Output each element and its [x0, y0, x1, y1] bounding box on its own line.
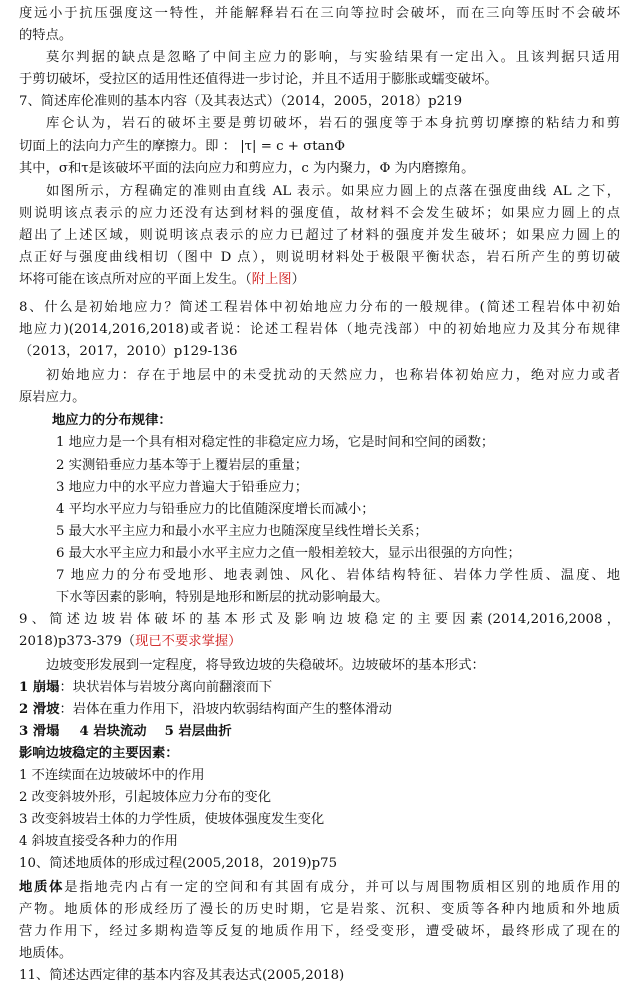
list-item: 2 滑坡：岩体在重力作用下，沿坡内软弱结构面产生的整体滑动	[19, 702, 392, 717]
question-heading-9: 9、简述边坡岩体破坏的基本形式及影响边坡稳定的主要因素(2014,2016,2008，	[19, 612, 620, 627]
list-item: 7 地应力的分布受地形、地表剥蚀、风化、岩体结构特征、岩体力学性质、温度、地	[56, 568, 620, 583]
list-item: 4 平均水平应力与铅垂应力的比值随深度增长而减小；	[56, 502, 375, 517]
text-line: 则说明该点表示的应力还没有达到材料的强度值，故材料不会发生破坏；如果应力圆上的点	[19, 206, 620, 221]
text-line: 2018)p373-379（现已不要求掌握）	[19, 634, 242, 649]
text-line: 的特点。	[19, 28, 73, 43]
text-line: 地应力)(2014,2016,2018)或者说：论述工程岩体（地壳浅部）中的初始地应力及其分布规律	[19, 322, 620, 337]
see-figure-note: 附上图	[251, 272, 292, 287]
text-line: （2013，2017，2010）p129-136	[19, 344, 238, 359]
text-line: 原岩应力。	[19, 390, 86, 405]
text-line: 度远小于抗压强度这一特性，并能解释岩石在三向等拉时会破坏，而在三向等压时不会破坏	[19, 6, 620, 21]
formula-line: 切面上的法向力产生的摩擦力。即 ： |τ| = c + σtanΦ	[19, 139, 345, 154]
text-line: 地质体。	[19, 946, 73, 961]
list-item: 3 地应力中的水平应力普遍大于铅垂应力；	[56, 480, 309, 495]
text-line: 地质体是指地壳内占有一定的空间和有其固有成分，并可以与周围物质相区别的地质作用的	[19, 880, 621, 895]
text-line: 库仑认为，岩石的破坏主要是剪切破坏，岩石的强度等于本身抗剪切摩擦的粘结力和剪	[46, 116, 620, 131]
text-line: 如图所示，方程确定的准则由直线 AL 表示。如果应力圆上的点落在强度曲线 AL 之下，	[46, 184, 620, 199]
list-item: 4 斜坡直接受各种力的作用	[19, 834, 178, 849]
list-item: 2 实测铅垂应力基本等于上覆岩层的重量；	[56, 458, 309, 473]
not-required-note: 现已不要求掌握	[135, 634, 229, 649]
list-item: 6 最大水平主应力和最小水平主应力之值一般相差较大，显示出很强的方向性；	[56, 546, 521, 561]
text-line: 超出了上述区域，则说明该点表示的应力已超过了材料的强度并发生破坏；如果应力圆上的	[19, 228, 620, 243]
failure-forms-line: 3 滑塌 4 岩块流动 5 岩层曲折	[19, 724, 232, 739]
text-line: 边坡变形发展到一定程度，将导致边坡的失稳破坏。边坡破坏的基本形式：	[46, 658, 485, 673]
text-line: 初始地应力：存在于地层中的未受扰动的天然应力，也称岩体初始应力，绝对应力或者	[46, 368, 620, 383]
text-line: 莫尔判据的缺点是忽略了中间主应力的影响，与实验结果有一定出入。且该判据只适用	[46, 50, 620, 65]
text-line: 坏将可能在该点所对应的平面上发生。（附上图）	[19, 272, 305, 287]
text-line: 营力作用下，经过多期构造等反复的地质作用下，经受变形，遭受破坏，最终形成了现在的	[19, 924, 620, 939]
list-item: 3 改变斜坡岩土体的力学性质，使坡体强度发生变化	[19, 812, 325, 827]
text-line: 其中，σ和τ是该破坏平面的法向应力和剪应力，c 为内聚力，Φ 为内磨擦角。	[19, 161, 475, 176]
text-line: 于剪切破坏，受拉区的适用性还值得进一步讨论，并且不适用于膨胀或蠕变破坏。	[19, 72, 498, 87]
list-item: 1 崩塌：块状岩体与岩坡分离向前翻滚而下	[19, 680, 273, 695]
stability-factors-heading: 影响边坡稳定的主要因素：	[19, 746, 179, 761]
list-item: 1 不连续面在边坡破坏中的作用	[19, 768, 205, 783]
question-heading-10: 10、简述地质体的形成过程(2005,2018，2019)p75	[19, 856, 338, 871]
list-item: 1 地应力是一个具有相对稳定性的非稳定应力场，它是时间和空间的函数；	[56, 435, 495, 450]
distribution-rules-heading: 地应力的分布规律：	[52, 413, 172, 428]
question-heading-7: 7、简述库伦准则的基本内容（及其表达式）（2014，2005，2018）p219	[19, 94, 463, 109]
list-item: 2 改变斜坡外形，引起坡体应力分布的变化	[19, 790, 272, 805]
question-heading-11: 11、简述达西定律的基本内容及其表达式(2005,2018)	[19, 968, 345, 983]
list-item: 下水等因素的影响，特别是地形和断层的扰动影响最大。	[56, 590, 389, 605]
text-line: 点正好与强度曲线相切（图中 D 点），则说明材料处于极限平衡状态，岩石所产生的剪切破	[19, 250, 620, 265]
text-line: 产物。地质体的形成经历了漫长的历史时期，它是岩浆、沉积、变质等各种内地质和外地质	[19, 902, 620, 917]
list-item: 5 最大水平主应力和最小水平主应力也随深度呈线性增长关系；	[56, 524, 428, 539]
question-heading-8: 8、什么是初始地应力？简述工程岩体中初始地应力分布的一般规律。(简述工程岩体中初始	[19, 300, 620, 315]
